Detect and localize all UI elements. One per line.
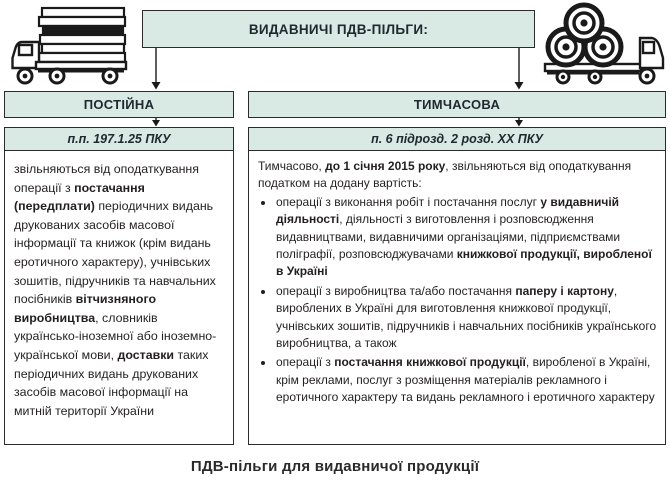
figure-caption: ПДВ-пільги для видавничої продукції bbox=[190, 458, 480, 475]
permanent-branch-label: ПОСТІЙНА bbox=[83, 97, 155, 112]
bullet-item-publishing-activity: • операції з виконання робіт і постачання послуг у видавничій діяльності, діяльності з виготовлення і розповсюдження видавництвами, видавничими організаціями, підприємствами поліграфії, розповсюджувачами книжкової продукції, виробленої в Україні bbox=[275, 194, 657, 281]
temporary-legal-reference bbox=[248, 127, 666, 151]
temporary-benefit-intro: Тимчасово, до 1 січня 2015 року, звільняються від оподаткування податком на додану вартість: bbox=[258, 159, 632, 191]
permanent-legal-reference bbox=[4, 127, 234, 151]
temporary-branch-label: ТИМЧАСОВА bbox=[413, 97, 501, 112]
permanent-branch-header bbox=[4, 91, 234, 118]
temporary-benefit-description bbox=[248, 150, 666, 445]
vat-exemption-bullet-list bbox=[258, 194, 657, 407]
temporary-legal-reference-label: п. 6 підрозд. 2 розд. ХХ ПКУ bbox=[371, 132, 543, 146]
permanent-benefit-text: звільняються від оподаткування операції з постачання (передплати) періодичних видань друкованих засобів масової інформації та книжок (крім видань еротичного характеру), учнівських зошитів, підручників та навчальних посібників вітчизняного виробництва, словників українсько-іноземної або іноземно-української мови, доставки таких періодичних видань друкованих засобів масової інформації на митній території України bbox=[14, 162, 217, 418]
permanent-benefit-description bbox=[4, 150, 234, 445]
truck-with-books-icon bbox=[8, 4, 132, 88]
permanent-branch-column bbox=[4, 127, 234, 445]
truck-with-paper-rolls-icon bbox=[539, 2, 667, 88]
temporary-branch-column bbox=[248, 127, 666, 445]
temporary-branch-header bbox=[248, 91, 666, 118]
bullet-item-paper-cardboard: • операції з виробництва та/або постачання паперу і картону, вироблених в Україні для виготовлення книжкової продукції, учнівських зошитів, підручників і навчальних посібників українського виробництва, а також bbox=[275, 283, 657, 353]
diagram-title-box bbox=[142, 10, 535, 48]
permanent-legal-reference-label: п.п. 197.1.25 ПКУ bbox=[67, 132, 171, 146]
bullet-item-book-supply: • операції з постачання книжкової продукції, виробленої в Україні, крім реклами, послуг з розміщення матеріалів рекламного і еротичного характеру та видань рекламного і еротичного характеру bbox=[275, 354, 657, 406]
diagram-title: ВИДАВНИЧІ ПДВ-ПІЛЬГИ: bbox=[248, 21, 429, 37]
